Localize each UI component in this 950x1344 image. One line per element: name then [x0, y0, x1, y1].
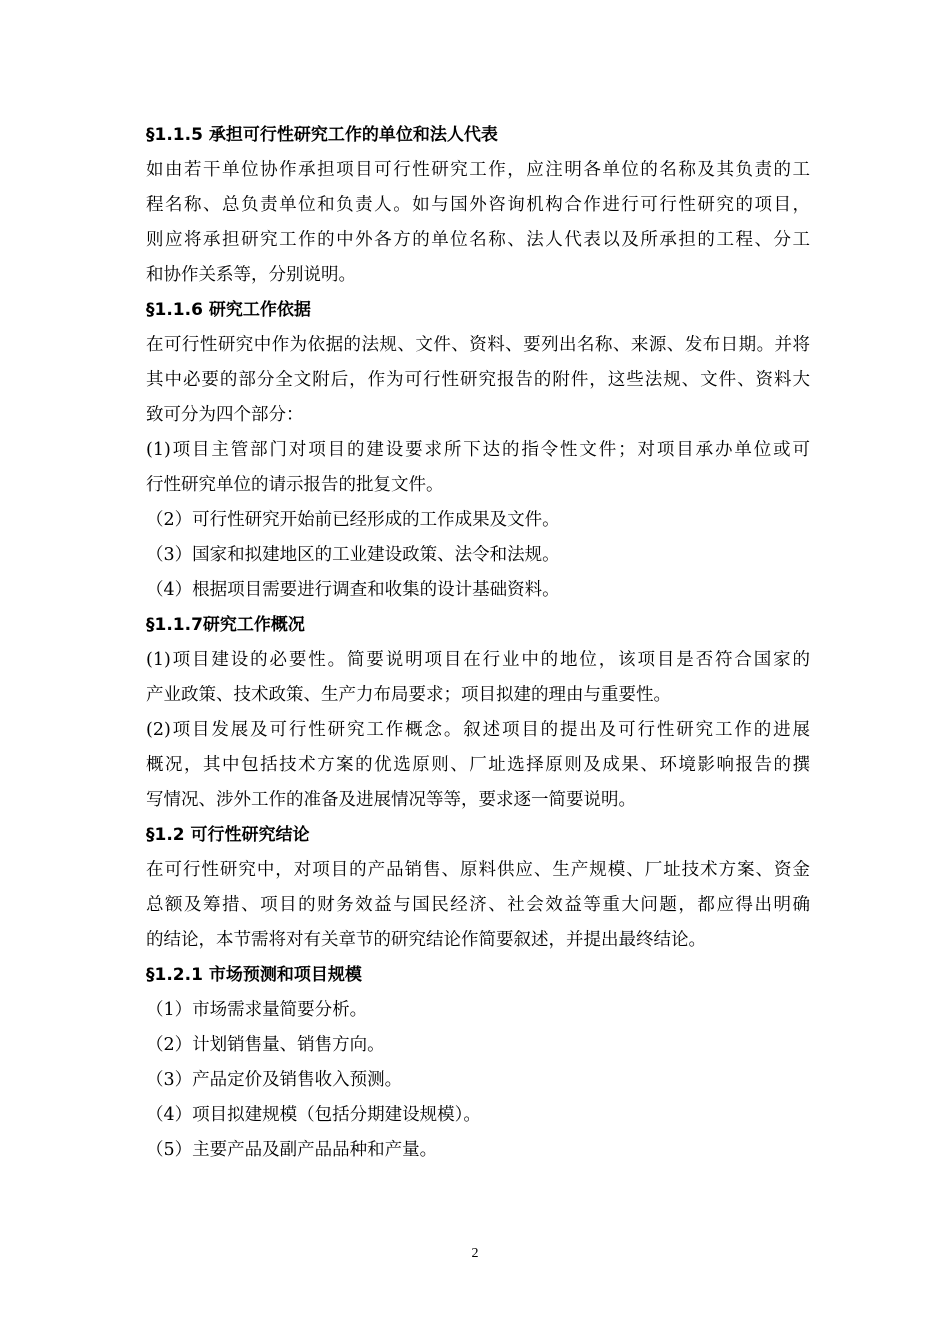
list-item: （3）产品定价及销售收入预测。	[146, 1070, 403, 1090]
paragraph-line: 和协作关系等，分别说明。	[146, 265, 356, 285]
section-heading: §1.1.6 研究工作依据	[146, 300, 311, 320]
paragraph-line: 如由若干单位协作承担项目可行性研究工作，应注明各单位的名称及其负责的工	[146, 160, 810, 180]
list-item: （5）主要产品及副产品品种和产量。	[146, 1140, 438, 1160]
list-item: （2）计划销售量、销售方向。	[146, 1035, 385, 1055]
section-heading: §1.1.7研究工作概况	[146, 615, 305, 635]
paragraph-line: 致可分为四个部分：	[146, 405, 304, 425]
list-item: （3）国家和拟建地区的工业建设政策、法令和法规。	[146, 545, 560, 565]
section-heading: §1.2.1 市场预测和项目规模	[146, 965, 362, 985]
list-item-line: (1)项目建设的必要性。简要说明项目在行业中的地位，该项目是否符合国家的	[146, 650, 810, 670]
list-item-line: 概况，其中包括技术方案的优选原则、厂址选择原则及成果、环境影响报告的撰	[146, 755, 810, 775]
list-item: （4）根据项目需要进行调查和收集的设计基础资料。	[146, 580, 560, 600]
list-item-line: 行性研究单位的请示报告的批复文件。	[146, 475, 444, 495]
paragraph-line: 在可行性研究中，对项目的产品销售、原料供应、生产规模、厂址技术方案、资金	[146, 860, 810, 880]
list-item-line: (1)项目主管部门对项目的建设要求所下达的指令性文件；对项目承办单位或可	[146, 440, 810, 460]
page-number: 2	[471, 1246, 479, 1261]
list-item: （1）市场需求量简要分析。	[146, 1000, 368, 1020]
paragraph-line: 则应将承担研究工作的中外各方的单位名称、法人代表以及所承担的工程、分工	[146, 230, 810, 250]
paragraph-line: 的结论，本节需将对有关章节的研究结论作简要叙述，并提出最终结论。	[146, 930, 706, 950]
paragraph-line: 程名称、总负责单位和负责人。如与国外咨询机构合作进行可行性研究的项目，	[146, 195, 810, 215]
paragraph-line: 总额及筹措、项目的财务效益与国民经济、社会效益等重大问题，都应得出明确	[146, 895, 810, 915]
section-heading: §1.2 可行性研究结论	[146, 825, 310, 845]
list-item-line: 产业政策、技术政策、生产力布局要求；项目拟建的理由与重要性。	[146, 685, 671, 705]
section-heading: §1.1.5 承担可行性研究工作的单位和法人代表	[146, 125, 498, 145]
list-item-line: (2)项目发展及可行性研究工作概念。叙述项目的提出及可行性研究工作的进展	[146, 720, 810, 740]
list-item: （2）可行性研究开始前已经形成的工作成果及文件。	[146, 510, 560, 530]
paragraph-line: 其中必要的部分全文附后，作为可行性研究报告的附件，这些法规、文件、资料大	[146, 370, 810, 390]
list-item-line: 写情况、涉外工作的准备及进展情况等等，要求逐一简要说明。	[146, 790, 636, 810]
paragraph-line: 在可行性研究中作为依据的法规、文件、资料、要列出名称、来源、发布日期。并将	[146, 335, 810, 355]
list-item: （4）项目拟建规模（包括分期建设规模）。	[146, 1105, 481, 1125]
document-body	[146, 118, 810, 1168]
